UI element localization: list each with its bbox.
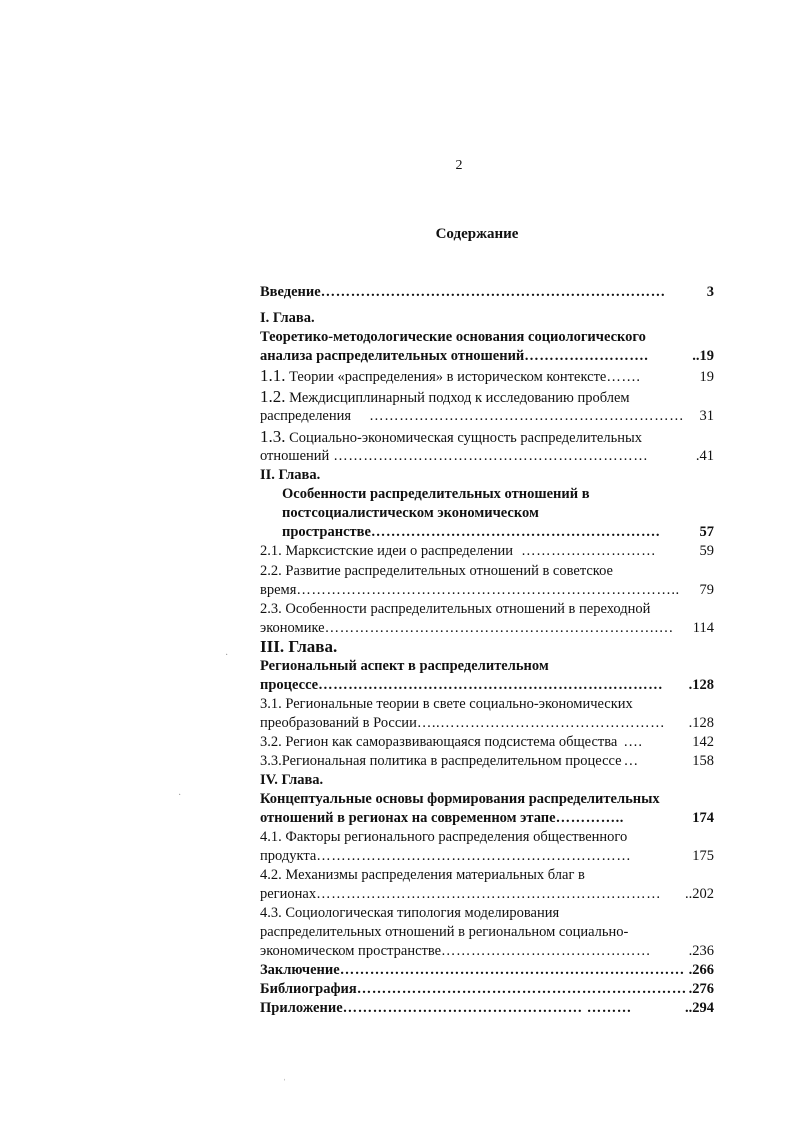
toc-entry-1-2 [260, 407, 714, 425]
chapter-heading: II. Глава. [260, 467, 321, 483]
section-number: 1.3. [260, 427, 286, 446]
toc-leader: … [623, 753, 639, 769]
chapter-title: процессе [260, 677, 319, 693]
toc-entry-1-3 [260, 447, 714, 465]
toc-leader: ……………………. [524, 348, 649, 364]
toc-leader: …………………………………………………. [370, 524, 661, 540]
toc-page: 57 [699, 524, 714, 540]
toc-entry-label: 4.1. Факторы регионального распределения общественного [260, 829, 628, 845]
toc-entry-4-3 [260, 942, 714, 960]
toc-entry-intro [260, 283, 714, 301]
toc-entry-bibliography [260, 980, 714, 998]
toc-leader: ………………………………………………………………….. [296, 582, 680, 598]
toc-entry-4-1 [260, 847, 714, 865]
toc-entry-label: 3.1. Региональные теории в свете социально-экономических [260, 696, 633, 712]
toc-entry-label: 4.2. Механизмы распределения материальных благ в [260, 867, 585, 883]
toc-leader: …………………………………………………………… [316, 886, 662, 902]
toc-leader: ……………………… [521, 543, 657, 559]
page-title: Содержание [435, 226, 519, 242]
toc-entry-label: распределения [260, 408, 352, 424]
toc-page: .266 [688, 962, 714, 978]
toc-leader: …………………………………………………………… [339, 962, 685, 978]
toc-leader: …………………………………………………………… [320, 284, 666, 300]
toc-entry-label: Библиография [260, 981, 357, 997]
toc-leader: ………………………………………………………… [356, 981, 687, 997]
toc-entry-label: Приложение [260, 1000, 343, 1016]
toc-entry-label: регионах [260, 886, 317, 902]
toc-entry-3-3 [260, 752, 714, 770]
toc-leader: ……………………………………………………… [316, 848, 632, 864]
toc-entry-2-2 [260, 581, 714, 599]
toc-entry-appendix [260, 999, 714, 1017]
toc-entry-label: отношений [260, 448, 330, 464]
toc-entry-4-2 [260, 885, 714, 903]
toc-page: 158 [692, 753, 714, 769]
toc-entry-ch3 [260, 676, 714, 694]
toc-entry-label: Теории «распределения» в историческом контексте [285, 369, 607, 385]
toc-page: 175 [692, 848, 714, 864]
toc-entry-label: продукта [260, 848, 317, 864]
scan-speck: · [225, 650, 229, 661]
toc-leader: ……. [606, 369, 641, 385]
toc-page: .41 [695, 448, 714, 464]
toc-page: .236 [688, 943, 714, 959]
toc-entry-ch4 [260, 809, 714, 827]
toc-page: 59 [699, 543, 714, 559]
toc-page: ..19 [692, 348, 714, 364]
toc-entry-ch1 [260, 347, 714, 365]
toc-entry-label: Введение [260, 284, 321, 300]
chapter-title: Теоретико-методологические основания социологического [260, 329, 646, 345]
toc-page: 79 [699, 582, 714, 598]
toc-page: .128 [688, 677, 714, 693]
toc-entry-label: 3.3.Региональная политика в распределительном процессе [260, 753, 622, 769]
toc-page: 19 [699, 369, 714, 385]
section-number: 1.1. [260, 366, 286, 385]
toc-page: 174 [692, 810, 714, 826]
toc-entry-label: 4.3. Социологическая типология моделирования [260, 905, 560, 921]
toc-entry-label: время [260, 582, 297, 598]
toc-leader: ……………………………………………………… [369, 408, 685, 424]
chapter-title: Концептуальные основы формирования распределительных [260, 791, 660, 807]
toc-entry-label: 2.1. Марксистские идеи о распределении [260, 543, 514, 559]
toc-entry-label: распределительных отношений в региональном социально- [260, 924, 629, 940]
toc-entry-label: Заключение [260, 962, 340, 978]
toc-leader: ………………………………………………………….… [324, 620, 674, 636]
scan-speck: · [178, 790, 182, 801]
toc-leader: …………………………………………………………… [318, 677, 664, 693]
toc-leader: ……………………………………………………… [333, 448, 649, 464]
chapter-heading: IV. Глава. [260, 772, 324, 788]
scan-speck: ˌ [283, 1070, 287, 1081]
toc-page: .128 [688, 715, 714, 731]
toc-entry-label: 1.3. Социально-экономическая сущность распределительных [260, 427, 642, 446]
chapter-title: отношений в регионах на современном этапе [260, 810, 556, 826]
chapter-title: анализа распределительных отношений [260, 348, 525, 364]
toc-entry-label: 1.2. Междисциплинарный подход к исследованию проблем [260, 387, 630, 406]
toc-page: 31 [699, 408, 714, 424]
toc-entry-3-2 [260, 733, 714, 751]
chapter-heading: I. Глава. [260, 310, 315, 326]
toc-entry-label: экономике [260, 620, 325, 636]
toc-entry-label: преобразований в России [260, 715, 417, 731]
toc-entry-label: 2.3. Особенности распределительных отношений в переходной [260, 601, 651, 617]
toc-entry-2-3 [260, 619, 714, 637]
chapter-heading: III. Глава. [260, 637, 338, 656]
chapter-title: пространстве [282, 524, 371, 540]
toc-page: 142 [692, 734, 714, 750]
toc-page: ..294 [685, 1000, 714, 1016]
toc-entry-label: 2.2. Развитие распределительных отношений в советское [260, 563, 613, 579]
toc-page: 114 [692, 620, 714, 636]
toc-leader: …. [623, 734, 643, 750]
toc-page: 3 [706, 284, 714, 300]
toc-leader: ………….. [555, 810, 624, 826]
toc-entry-3-1 [260, 714, 714, 732]
page-number: 2 [455, 158, 463, 173]
toc-page: .276 [688, 981, 714, 997]
section-number: 1.2. [260, 387, 286, 406]
toc-leader: …..……………………………………… [416, 715, 666, 731]
toc-entry-1-1 [260, 367, 714, 385]
toc-entry-2-1 [260, 542, 714, 560]
chapter-title: Региональный аспект в распределительном [260, 658, 549, 674]
toc-page: ..202 [685, 886, 714, 902]
toc-leader: …………………………………… [441, 943, 652, 959]
toc-entry-conclusion [260, 961, 714, 979]
toc-entry-label: 3.2. Регион как саморазвивающаяся подсистема общества [260, 734, 618, 750]
chapter-title: постсоциалистическом экономическом [282, 505, 539, 521]
chapter-title: Особенности распределительных отношений в [282, 486, 590, 502]
toc-entry-ch2 [282, 523, 714, 541]
toc-leader: ………………………………………… ……… [342, 1000, 632, 1016]
toc-entry-label: экономическом пространстве [260, 943, 442, 959]
